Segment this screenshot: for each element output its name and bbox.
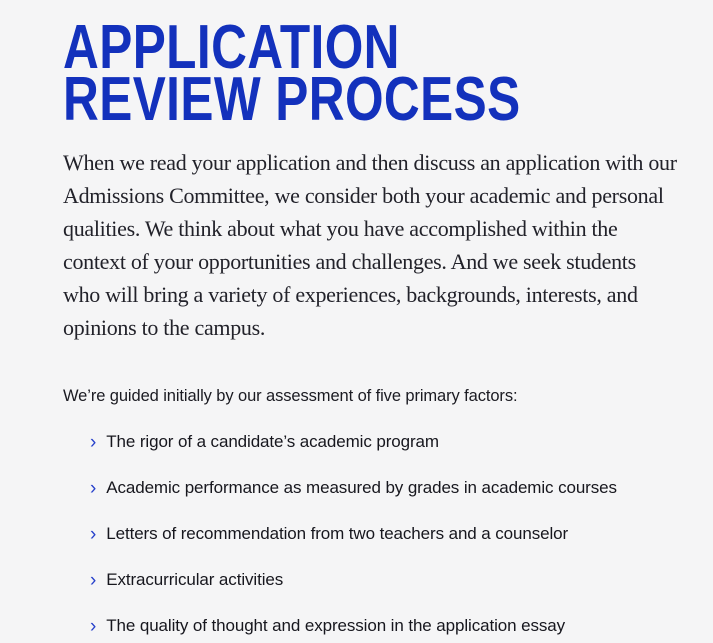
factor-item-essay — [90, 616, 673, 636]
factors-list — [63, 432, 673, 636]
factor-item-extracurricular — [90, 570, 673, 590]
chevron-right-icon: › — [90, 616, 97, 637]
page-title-line-2: REVIEW PROCESS — [63, 65, 521, 134]
chevron-right-icon: › — [90, 478, 97, 499]
factor-item-rigor — [90, 432, 673, 452]
factor-label: Academic performance as measured by grades in academic courses — [106, 478, 617, 497]
chevron-right-icon: › — [90, 570, 97, 591]
factor-label: Extracurricular activities — [106, 570, 284, 589]
lead-paragraph: When we read your application and then discuss an application with our Admissions Committee, we consider both your academic and personal qualities. We think about what you have accomplished within the context of your opportunities and challenges. And we seek students who will bring a variety of experiences, backgrounds, interests, and opinions to the campus. — [63, 150, 677, 340]
factor-label: The rigor of a candidate’s academic program — [106, 432, 439, 451]
factor-label: Letters of recommendation from two teachers and a counselor — [106, 524, 569, 543]
page-title — [63, 13, 673, 134]
chevron-right-icon: › — [90, 524, 97, 545]
factor-item-recommendations — [90, 524, 673, 544]
factor-item-academic-performance — [90, 478, 673, 498]
page-title-line-1: APPLICATION — [63, 13, 400, 82]
chevron-right-icon: › — [90, 432, 97, 453]
factor-label: The quality of thought and expression in the application essay — [106, 616, 566, 635]
factors-intro: We’re guided initially by our assessment of five primary factors: — [63, 387, 518, 405]
